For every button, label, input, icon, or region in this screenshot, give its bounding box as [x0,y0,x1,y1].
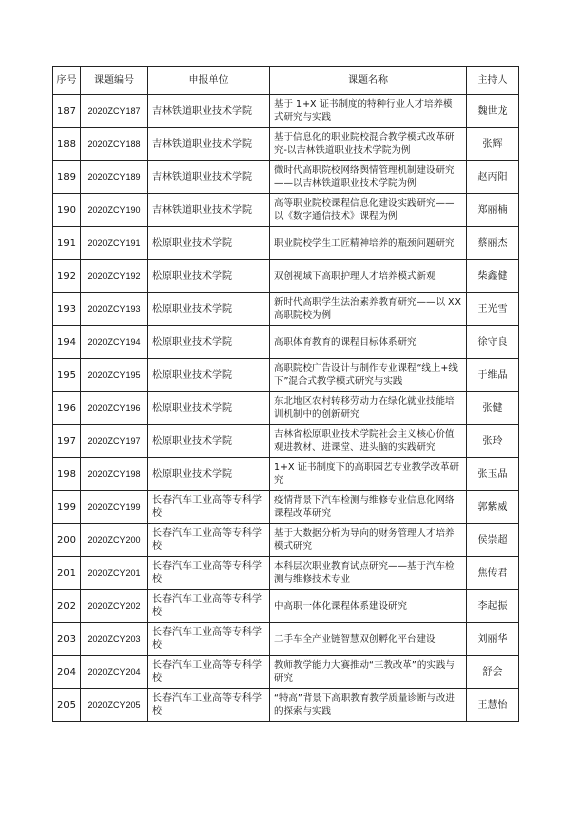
cell-no: 190 [53,194,81,227]
cell-unit: 长春汽车工业高等专科学校 [148,656,270,689]
cell-host: 魏世龙 [467,95,519,128]
cell-host: 李起振 [467,590,519,623]
table-row [53,392,519,425]
cell-host: 王光雪 [467,293,519,326]
cell-title: 中高职一体化课程体系建设研究 [270,590,467,623]
cell-no: 187 [53,95,81,128]
cell-unit: 长春汽车工业高等专科学校 [148,491,270,524]
project-table [52,66,519,722]
cell-unit: 吉林铁道职业技术学院 [148,161,270,194]
cell-code: 2020ZCY189 [81,161,148,194]
cell-unit: 长春汽车工业高等专科学校 [148,524,270,557]
cell-title: 1+X 证书制度下的高职园艺专业教学改革研究 [270,458,467,491]
cell-no: 193 [53,293,81,326]
cell-title: 基于信息化的职业院校混合教学模式改革研究-以吉林铁道职业技术学院为例 [270,128,467,161]
cell-no: 198 [53,458,81,491]
cell-host: 郑丽楠 [467,194,519,227]
table-row [53,590,519,623]
cell-no: 192 [53,260,81,293]
table-row [53,95,519,128]
header-no: 序号 [53,67,81,95]
cell-host: 蔡丽杰 [467,227,519,260]
cell-host: 王慧怡 [467,689,519,722]
cell-title: 高职院校广告设计与制作专业课程“线上+线下”混合式教学模式研究与实践 [270,359,467,392]
cell-host: 于维晶 [467,359,519,392]
cell-code: 2020ZCY195 [81,359,148,392]
cell-code: 2020ZCY194 [81,326,148,359]
cell-unit: 长春汽车工业高等专科学校 [148,623,270,656]
cell-unit: 松原职业技术学院 [148,260,270,293]
cell-code: 2020ZCY190 [81,194,148,227]
cell-unit: 吉林铁道职业技术学院 [148,95,270,128]
cell-no: 196 [53,392,81,425]
cell-code: 2020ZCY197 [81,425,148,458]
table-row [53,689,519,722]
cell-no: 197 [53,425,81,458]
table-body [53,95,519,722]
cell-host: 徐守良 [467,326,519,359]
header-title: 课题名称 [270,67,467,95]
cell-no: 199 [53,491,81,524]
cell-title: “特高”背景下高职教育教学质量诊断与改进的探索与实践 [270,689,467,722]
cell-title: 高等职业院校课程信息化建设实践研究——以《数字通信技术》课程为例 [270,194,467,227]
cell-unit: 松原职业技术学院 [148,326,270,359]
cell-unit: 松原职业技术学院 [148,458,270,491]
cell-no: 201 [53,557,81,590]
cell-host: 焦传君 [467,557,519,590]
cell-no: 195 [53,359,81,392]
table-row [53,656,519,689]
cell-code: 2020ZCY193 [81,293,148,326]
table-row [53,623,519,656]
cell-code: 2020ZCY188 [81,128,148,161]
cell-unit: 长春汽车工业高等专科学校 [148,689,270,722]
table-row [53,557,519,590]
cell-host: 张健 [467,392,519,425]
cell-code: 2020ZCY198 [81,458,148,491]
cell-no: 203 [53,623,81,656]
header-code: 课题编号 [81,67,148,95]
table-row [53,293,519,326]
table-row [53,227,519,260]
cell-unit: 松原职业技术学院 [148,359,270,392]
cell-code: 2020ZCY199 [81,491,148,524]
cell-title: 本科层次职业教育试点研究——基于汽车检测与维修技术专业 [270,557,467,590]
cell-title: 教师教学能力大赛推动“三教改革”的实践与研究 [270,656,467,689]
cell-code: 2020ZCY200 [81,524,148,557]
cell-code: 2020ZCY201 [81,557,148,590]
cell-code: 2020ZCY205 [81,689,148,722]
table-row [53,128,519,161]
cell-title: 基于 1+X 证书制度的特种行业人才培养模式研究与实践 [270,95,467,128]
cell-unit: 长春汽车工业高等专科学校 [148,557,270,590]
cell-host: 赵丙阳 [467,161,519,194]
cell-title: 职业院校学生工匠精神培养的瓶颈问题研究 [270,227,467,260]
table-row [53,359,519,392]
header-unit: 申报单位 [148,67,270,95]
cell-no: 200 [53,524,81,557]
cell-host: 刘丽华 [467,623,519,656]
table-row [53,425,519,458]
table-row [53,458,519,491]
table-row [53,161,519,194]
cell-title: 吉林省松原职业技术学院社会主义核心价值观进教材、进课堂、进头脑的实践研究 [270,425,467,458]
cell-title: 东北地区农村转移劳动力在绿化就业技能培训机制中的创新研究 [270,392,467,425]
cell-code: 2020ZCY202 [81,590,148,623]
cell-host: 张辉 [467,128,519,161]
table-row [53,524,519,557]
cell-code: 2020ZCY191 [81,227,148,260]
cell-host: 张玉晶 [467,458,519,491]
table-header-row [53,67,519,95]
cell-code: 2020ZCY203 [81,623,148,656]
header-host: 主持人 [467,67,519,95]
cell-no: 202 [53,590,81,623]
cell-title: 双创视域下高职护理人才培养模式新观 [270,260,467,293]
cell-no: 189 [53,161,81,194]
cell-unit: 松原职业技术学院 [148,392,270,425]
cell-title: 基于大数据分析为导向的财务管理人才培养模式研究 [270,524,467,557]
cell-code: 2020ZCY204 [81,656,148,689]
cell-title: 微时代高职院校网络舆情管理机制建设研究——以吉林铁道职业技术学院为例 [270,161,467,194]
cell-unit: 长春汽车工业高等专科学校 [148,590,270,623]
cell-no: 194 [53,326,81,359]
cell-unit: 松原职业技术学院 [148,227,270,260]
cell-code: 2020ZCY187 [81,95,148,128]
cell-unit: 松原职业技术学院 [148,293,270,326]
cell-title: 疫情背景下汽车检测与维修专业信息化网络课程改革研究 [270,491,467,524]
cell-title: 二手车全产业链智慧双创孵化平台建设 [270,623,467,656]
cell-no: 205 [53,689,81,722]
cell-unit: 吉林铁道职业技术学院 [148,194,270,227]
cell-title: 新时代高职学生法治素养教育研究——以 XX 高职院校为例 [270,293,467,326]
cell-host: 郭紫威 [467,491,519,524]
cell-host: 张玲 [467,425,519,458]
cell-host: 柴鑫健 [467,260,519,293]
cell-title: 高职体育教育的课程目标体系研究 [270,326,467,359]
cell-host: 舒会 [467,656,519,689]
cell-code: 2020ZCY196 [81,392,148,425]
cell-no: 191 [53,227,81,260]
table-row [53,326,519,359]
table-row [53,194,519,227]
cell-no: 204 [53,656,81,689]
cell-host: 侯崇超 [467,524,519,557]
table-row [53,260,519,293]
table-row [53,491,519,524]
cell-unit: 吉林铁道职业技术学院 [148,128,270,161]
cell-code: 2020ZCY192 [81,260,148,293]
cell-unit: 松原职业技术学院 [148,425,270,458]
cell-no: 188 [53,128,81,161]
